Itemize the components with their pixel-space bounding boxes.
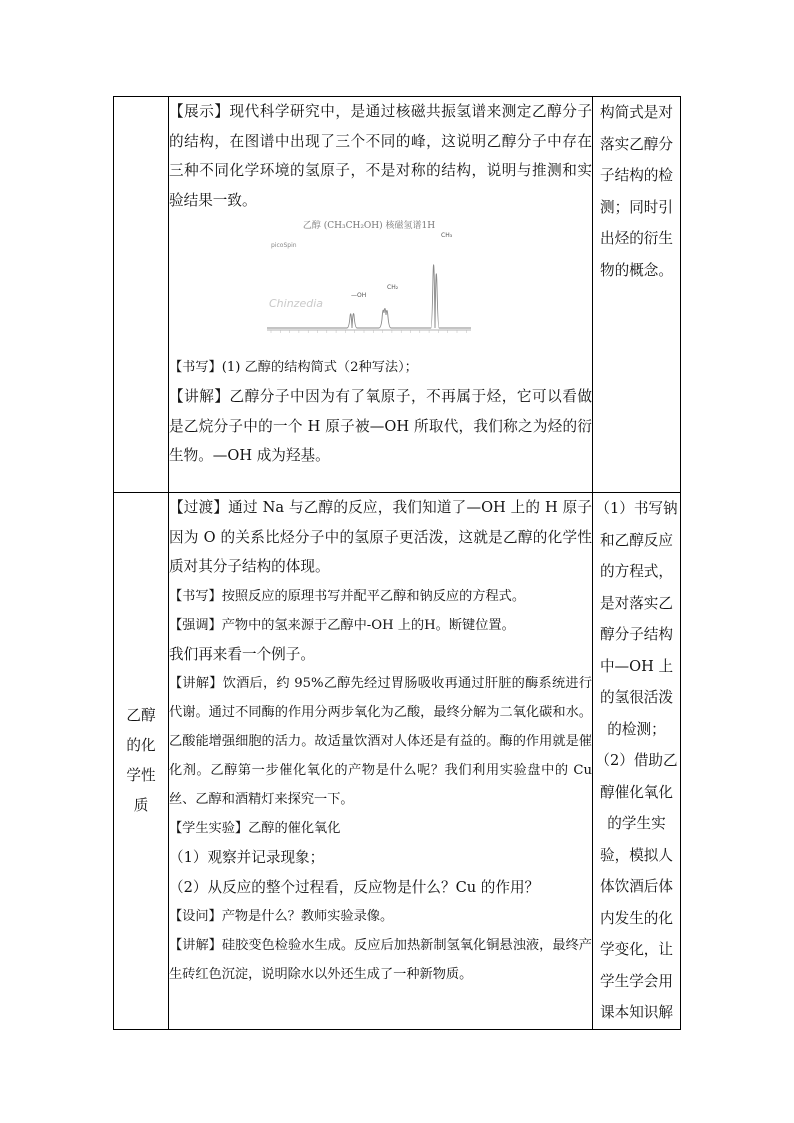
design-intent-line: 构简式是对: [600, 104, 673, 121]
design-intent-line: 子结构的检: [600, 167, 673, 184]
design-intent-line: 学变化，让: [600, 941, 673, 958]
design-intent-line: 出烃的衍生: [600, 230, 673, 247]
lesson-plan-table: [113, 96, 681, 1030]
design-intent-line: 的学生实: [607, 815, 666, 832]
paragraph-example: 我们再来看一个例子。: [169, 645, 315, 663]
design-intent-line: 物的概念。: [600, 261, 673, 279]
design-intent-line: 醇分子结构: [600, 626, 673, 643]
design-intent-line: 体饮酒后体: [600, 878, 673, 895]
topic-label-line: 学性: [126, 766, 156, 784]
paragraph-question: 【设问】产物是什么？教师实验录像。: [169, 909, 394, 924]
design-intent-line: 的方程式，: [600, 563, 673, 580]
topic-cell: [114, 493, 169, 1030]
design-intent-line: 的氢很活泼: [600, 689, 673, 706]
content-cell: [169, 493, 593, 1030]
paragraph-student-experiment: 【学生实验】乙醇的催化氧化: [169, 821, 341, 836]
paragraph-explanation-2: 【讲解】硅胶变色检验水生成。反应后加热新制氢氧化铜悬浊液，最终产生砖红色沉淀，说明除水以外还生成了一种新物质。: [169, 938, 592, 982]
paragraph-emphasis: 【强调】产物中的氢来源于乙醇中-OH 上的H。断键位置。: [169, 617, 515, 633]
design-intent-line: 落实乙醇分: [600, 135, 673, 153]
design-intent-line: 和乙醇反应: [600, 531, 673, 549]
design-intent-line: 的检测；: [607, 720, 666, 738]
peak-label-ch2: CH₂: [387, 284, 399, 291]
design-intent-line: （1）书写钠: [595, 500, 678, 517]
design-intent-line: 醇催化氧化: [600, 783, 673, 801]
design-intent-cell: [593, 97, 681, 493]
design-intent-line: 中—OH 上: [599, 657, 674, 675]
paragraph-display: 【展示】现代科学研究中，是通过核磁共振氢谱来测定乙醇分子的结构，在图谱中出现了三个不同的峰，这说明乙醇分子中存在三种不同化学环境的氢原子，不是对称的结构，说明与推测和实验结果一致。: [169, 103, 592, 209]
design-intent-line: 内发生的化: [600, 909, 673, 927]
paragraph-writing: 【书写】(1) 乙醇的结构简式（2种写法）；: [169, 360, 418, 375]
nmr-spectrum-figure: [263, 217, 475, 347]
paragraph-transition: 【过渡】通过 Na 与乙醇的反应，我们知道了—OH 上的 H 原子因为 O 的关系比烃分子中的氢原子更活泼，这就是乙醇的化学性质对其分子结构的体现。: [169, 499, 592, 575]
design-intent-line: 是对落实乙: [600, 594, 673, 612]
table-row: [114, 493, 681, 1030]
design-intent-line: 学生学会用: [600, 972, 673, 990]
peak-label-oh: —OH: [351, 292, 367, 299]
paragraph-explanation: 【讲解】乙醇分子中因为有了氧原子，不再属于烃，它可以看做是乙烷分子中的一个 H 原子被—OH 所取代，我们称之为烃的衍生物。—OH 成为羟基。: [169, 388, 592, 464]
design-intent-line: （2）借助乙: [595, 752, 678, 769]
design-intent-line: 测；同时引: [600, 198, 673, 216]
paragraph-explanation: 【讲解】饮酒后，约 95%乙醇先经过胃肠吸收再通过肝脏的酶系统进行代谢。通过不同酶的作用分两步氧化为乙酸，最终分解为二氧化碳和水。乙酸能增强细胞的活力。故适量饮酒对人体还是有益的。酶的作用就是催化剂。乙醇第一步催化氧化的产物是什么呢？我们利用实验盘中的 Cu 丝、乙醇和酒精灯来探究一下。: [169, 676, 592, 807]
watermark-chinzedia: Chinzedia: [269, 297, 324, 310]
watermark-picospin: picoSpin: [271, 242, 297, 249]
table-row: [114, 97, 681, 493]
peak-label-ch3: CH₃: [441, 232, 453, 239]
paragraph-step-1: （1）观察并记录现象；: [169, 849, 325, 866]
topic-label-line: 质: [133, 796, 149, 814]
figure-title: 乙醇 (CH₃CH₂OH) 核磁氢谱1H: [302, 221, 436, 231]
topic-cell-empty: [114, 97, 169, 493]
topic-label-line: 的化: [126, 736, 156, 754]
design-intent-line: 验，模拟人: [600, 846, 673, 864]
content-cell: [169, 97, 593, 493]
paragraph-step-2: （2）从反应的整个过程看，反应物是什么？Cu 的作用？: [169, 878, 540, 896]
design-intent-cell: [593, 493, 681, 1030]
paragraph-writing: 【书写】按照反应的原理书写并配平乙醇和钠反应的方程式。: [169, 588, 526, 604]
topic-label-line: 乙醇: [126, 706, 156, 724]
design-intent-line: 课本知识解: [600, 1004, 673, 1021]
